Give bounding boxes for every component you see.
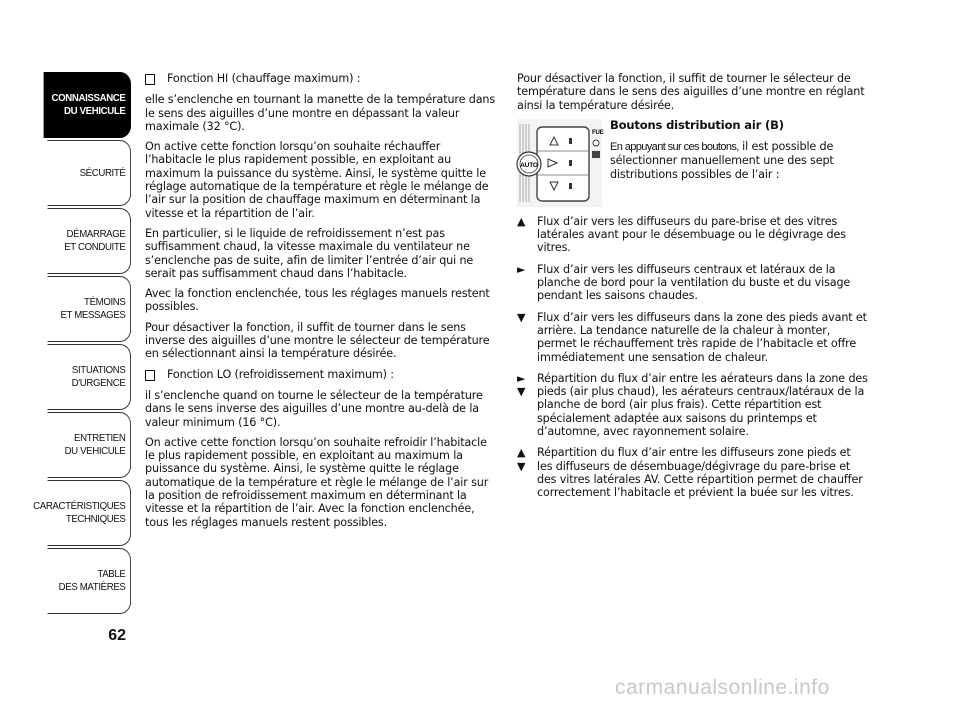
tab-situations-d-urgence[interactable]: [47, 344, 131, 410]
airflow-item-feet-windshield: [517, 446, 869, 499]
paragraph: Avec la fonction enclenchée, tous les réglages manuels restent possibles.: [145, 287, 490, 314]
tab-label: TABLE DES MATIÈRES: [58, 568, 126, 593]
lo-heading-text: Fonction LO (refroidissement maximum) :: [167, 367, 394, 381]
airflow-item-feet: [517, 311, 869, 364]
arrow-down-icon: ▼: [517, 310, 526, 324]
airflow-text: Répartition du flux d’air entre les aérateurs dans la zone des pieds (air plus chaud), les aérateurs centraux/latéraux de la planche de bord (air plus frais). Cette répartition est spécialement adaptée aux saisons du printemps et d’automne, avec rayonnement solaire.: [537, 371, 868, 439]
paragraph: On active cette fonction lorsqu’on souhaite refroidir l’habitacle le plus rapidement possible, en exploitant au maximum la puissance du système. Ainsi, le système quitte le réglage automatique de la température et règle le mélange de l’air sur la position de refroidissement maximum en déterminant la vitesse et la répartition de l’air. Avec la fonction enclenchée, tous les réglages manuels restent possibles.: [145, 435, 489, 529]
tab-temoins-et-messages[interactable]: [47, 276, 131, 342]
tab-table-des-matieres[interactable]: [47, 548, 131, 614]
climate-control-panel-image: [517, 119, 602, 207]
section-title: Boutons distribution air (B): [610, 117, 784, 132]
paragraph: elle s’enclenche en tournant la manette de la température dans le sens des aiguilles d’une montre en dépassant la valeur maximale (32 °C).: [145, 93, 496, 133]
airflow-item-windshield: [517, 215, 869, 255]
paragraph: En particulier, si le liquide de refroidissement n’est pas suffisamment chaud, la vitesse maximale du ventilateur ne s’enclenche pas de suite, afin de limiter l’entrée d’air qui ne serait pas suffisamment chaud dans l’habitacle.: [145, 226, 474, 280]
tab-demarrage-et-conduite[interactable]: [47, 208, 131, 274]
arrow-up-icon: ▲: [517, 214, 526, 228]
page-number: 62: [108, 627, 126, 644]
left-column: [145, 72, 497, 536]
paragraph: il s’enclenche quand on tourne le sélecteur de la température dans le sens inverse des aiguilles d’une montre au-delà de la valeur minimum (16 °C).: [145, 388, 483, 429]
watermark: carmanualsonline.info: [615, 676, 830, 699]
tab-securite[interactable]: [47, 140, 131, 206]
tab-connaissance-du-vehicule[interactable]: [44, 72, 131, 138]
body-text: il est possible de sélectionner manuellement une des sept distributions possibles de l’air :: [610, 140, 834, 181]
arrow-up-down-icon: ▲ ▼: [517, 446, 526, 473]
paragraph: On active cette fonction lorsqu’on souhaite réchauffer l’habitacle le plus rapidement possible, en exploitant au maximum la puissance du système. Ainsi, le système quitte le réglage automatique de la température et règle le mélange de l’air sur la position de chauffage maximum en déterminant la vitesse et la répartition de l’air.: [145, 140, 489, 220]
paragraph: [610, 140, 869, 181]
tab-label: CARACTÉRISTIQUES TECHNIQUES: [33, 500, 126, 525]
arrow-right-icon: ►: [517, 262, 526, 276]
airflow-text: Flux d’air vers les diffuseurs centraux et latéraux de la planche de bord pour la ventilation du buste et du visage pendant les saisons chaudes.: [537, 262, 851, 303]
checkbox-square-icon: [145, 370, 155, 381]
tab-label: CONNAISSANCE DU VEHICULE: [51, 92, 126, 117]
lo-heading: [145, 368, 497, 381]
tab-label: ENTRETIEN DU VEHICULE: [64, 432, 126, 457]
airflow-item-face: [517, 263, 869, 303]
sidebar-nav: [0, 0, 140, 709]
tab-entretien-du-vehicule[interactable]: [47, 412, 131, 478]
tab-label: DÉMARRAGE ET CONDUITE: [64, 228, 126, 253]
paragraph: Pour désactiver la fonction, il suffit de tourner dans le sens inverse des aiguilles d’une montre le sélecteur de température en sélectionnant ainsi la température désirée.: [145, 320, 490, 361]
tab-caracteristiques-techniques[interactable]: [33, 480, 131, 546]
airflow-text: Flux d’air vers les diffuseurs dans la zone des pieds avant et arrière. La tendance naturelle de la chaleur à monter, permet le réchauffement très rapide de l’habitacle et offre immédiatement une sensation de chaleur.: [537, 310, 867, 364]
air-distribution-section: [517, 119, 869, 207]
tab-label: TÉMOINS ET MESSAGES: [60, 296, 126, 321]
hi-heading: [145, 72, 497, 85]
airflow-text: Flux d’air vers les diffuseurs du pare-brise et des vitres latérales avant pour le désembuage ou le dégivrage des vitres.: [537, 214, 846, 255]
tab-label: SITUATIONS D'URGENCE: [71, 364, 126, 389]
hi-heading-text: Fonction HI (chauffage maximum) :: [167, 72, 361, 85]
right-column: [517, 72, 869, 508]
lead-text: En appuyant sur ces boutons,: [610, 141, 739, 154]
auto-button-label: AUTO: [520, 161, 538, 169]
fuel-label: FUE: [592, 129, 604, 136]
checkbox-square-icon: [145, 74, 155, 85]
arrow-right-down-icon: ► ▼: [517, 371, 526, 399]
airflow-text: Répartition du flux d’air entre les diffuseurs zone pieds et les diffuseurs de désembuage/dégivrage du pare-brise et des vitres latérales AV. Cette répartition permet de chauffer correctement l’habitacle et prévient la buée sur les vitres.: [537, 446, 863, 500]
airflow-item-face-feet: [517, 372, 869, 438]
tab-label: SÉCURITÉ: [79, 166, 126, 179]
paragraph: Pour désactiver la fonction, il suffit de tourner le sélecteur de température dans le sens des aiguilles d’une montre en réglant ainsi la température désirée.: [517, 72, 865, 112]
